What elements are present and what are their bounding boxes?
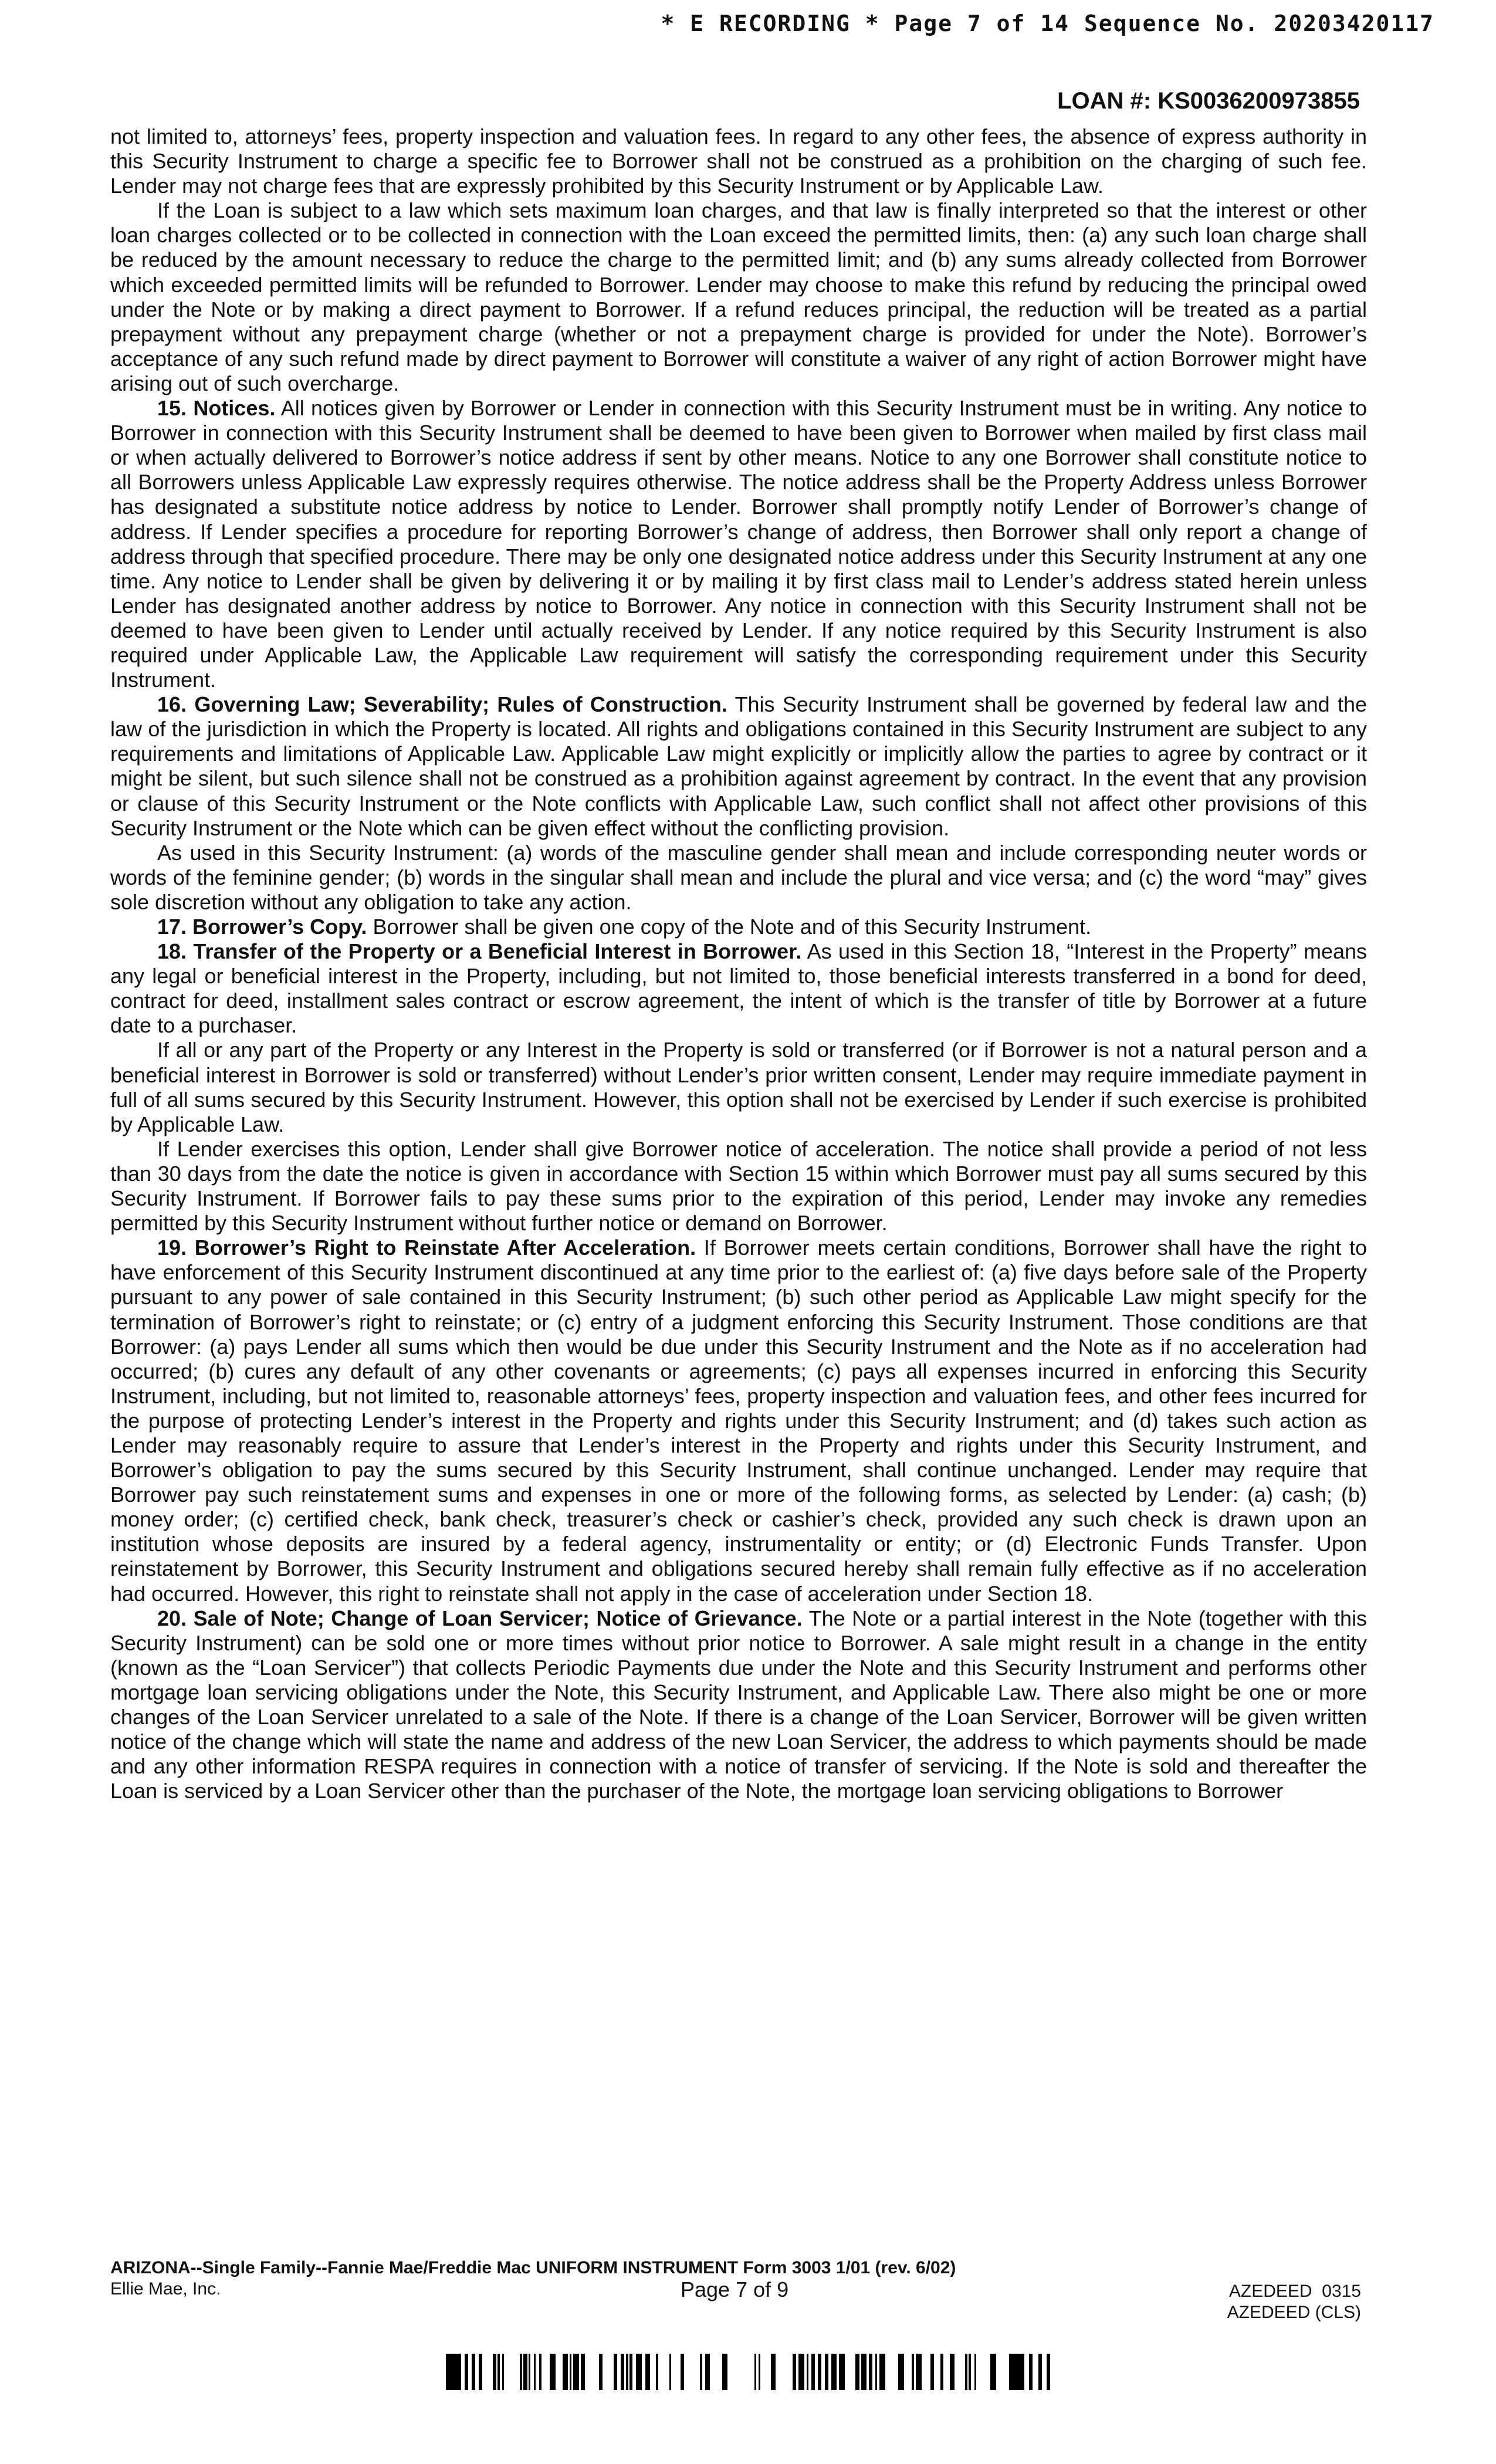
section-18-text: As used in this Section 18, “Interest in the Property” means any legal or beneficial interest in the Property, including, but not limited to, those beneficial interests transferred in a bond for deed, contract for deed, installment sales contract or escrow agreement, the intent of which is the transfer of title by Borrower at a future date to a purchaser. [110, 939, 1368, 1038]
footer-codes [1227, 2281, 1361, 2323]
paragraph-loan-charges: If the Loan is subject to a law which sets maximum loan charges, and that law is finally interpreted so that the interest or other loan charges collected or to be collected in connection with the Loan exceed the permitted limits, then: (a) any such loan charge shall be reduced by the amount necessary to reduce the charge to the permitted limit; and (b) any sums already collected from Borrower which exceeded permitted limits will be refunded to Borrower. Lender may choose to make this refund by reducing the principal owed under the Note or by making a direct payment to Borrower. If a refund reduces principal, the reduction will be treated as a partial prepayment without any prepayment charge (whether or not a prepayment charge is provided for under the Note). Borrower’s acceptance of any such refund made by direct payment to Borrower will constitute a waiver of any right of action Borrower might have arising out of such overcharge. [110, 198, 1367, 395]
form-code-cls: AZEDEED (CLS) [1227, 2303, 1361, 2322]
document-body [110, 124, 1367, 1803]
section-15-heading: 15. Notices. [157, 396, 276, 421]
section-17-text: Borrower shall be given one copy of the Note and of this Security Instrument. [367, 915, 1092, 939]
page-number: Page 7 of 9 [681, 2277, 789, 2301]
paragraph-fees: not limited to, attorneys’ fees, property inspection and valuation fees. In regard to any other fees, the absence of express authority in this Security Instrument to charge a specific fee to Borrower shall not be construed as a prohibition on the charging of such fee. Lender may not charge fees that are expressly prohibited by this Security Instrument or by Applicable Law. [110, 124, 1367, 198]
section-19-text: If Borrower meets certain conditions, Borrower shall have the right to have enforcement of this Security Instrument discontinued at any time prior to the earliest of: (a) five days before sale of the Property pursuant to any power of sale contained in this Security Instrument; (b) such other period as Applicable Law might specify for the termination of Borrower’s right to reinstate; or (c) entry of a judgment enforcing this Security Instrument. Those conditions are that Borrower: (a) pays Lender all sums which then would be due under this Security Instrument and the Note as if no acceleration had occurred; (b) cures any default of any other covenants or agreements; (c) pays all expenses incurred in enforcing this Security Instrument, including, but not limited to, reasonable attorneys’ fees, property inspection and valuation fees, and other fees incurred for the purpose of protecting Lender’s interest in the Property and rights under this Security Instrument; and (d) takes such action as Lender may reasonably require to assure that Lender’s interest in the Property and rights under this Security Instrument, and Borrower’s obligation to pay the sums secured by this Security Instrument, shall continue unchanged. Lender may require that Borrower pay such reinstatement sums and expenses in one or more of the following forms, as selected by Lender: (a) cash; (b) money order; (c) certified check, bank check, treasurer’s check or cashier’s check, provided any such check is drawn upon an institution whose deposits are insured by a federal agency, instrumentality or entity; or (d) Electronic Funds Transfer. Upon reinstatement by Borrower, this Security Instrument and obligations secured hereby shall remain fully effective as if no acceleration had occurred. However, this right to reinstate shall not apply in the case of acceleration under Section 18. [110, 1236, 1367, 1606]
section-16-paragraph-2: As used in this Security Instrument: (a) words of the masculine gender shall mean and include corresponding neuter words or words of the feminine gender; (b) words in the singular shall mean and include the plural and vice versa; and (c) the word “may” gives sole discretion without any obligation to take any action. [110, 840, 1367, 914]
section-15-text: All notices given by Borrower or Lender in connection with this Security Instrument must be in writing. Any notice to Borrower in connection with this Security Instrument shall be deemed to have been given to Borrower when mailed by first class mail or when actually delivered to Borrower’s notice address if sent by other means. Notice to any one Borrower shall constitute notice to all Borrowers unless Applicable Law expressly requires otherwise. The notice address shall be the Property Address unless Borrower has designated a substitute notice address by notice to Lender. Borrower shall promptly notify Lender of Borrower’s change of address. If Lender specifies a procedure for reporting Borrower’s change of address, then Borrower shall only report a change of address through that specified procedure. There may be only one designated notice address under this Security Instrument at any one time. Any notice to Lender shall be given by delivering it or by mailing it by first class mail to Lender’s address stated herein unless Lender has designated another address by notice to Borrower. Any notice in connection with this Security Instrument shall not be deemed to have been given to Lender until actually received by Lender. If any notice required by this Security Instrument is also required under Applicable Law, the Applicable Law requirement will satisfy the corresponding requirement under this Security Instrument. [110, 396, 1367, 692]
section-18-heading: 18. Transfer of the Property or a Beneficial Interest in Borrower. [157, 939, 802, 964]
section-20-text: The Note or a partial interest in the Note (together with this Security Instrument) can be sold one or more times without prior notice to Borrower. A sale might result in a change in the entity (known as the “Loan Servicer”) that collects Periodic Payments due under the Note and this Security Instrument and performs other mortgage loan servicing obligations under the Note, this Security Instrument, and Applicable Law. There also might be one or more changes of the Loan Servicer unrelated to a sale of the Note. If there is a change of the Loan Servicer, Borrower will be given written notice of the change which will state the name and address of the new Loan Servicer, the address to which payments should be made and any other information RESPA requires in connection with a notice of transfer of servicing. If the Note is sold and thereafter the Loan is serviced by a Loan Servicer other than the purchaser of the Note, the mortgage loan servicing obligations to Borrower [110, 1606, 1367, 1803]
section-16-heading: 16. Governing Law; Severability; Rules of Construction. [157, 692, 727, 717]
form-code: AZEDEED 0315 [1228, 2282, 1361, 2301]
section-18-paragraph-3: If Lender exercises this option, Lender shall give Borrower notice of acceleration. The notice shall provide a period of not less than 30 days from the date the notice is given in accordance with Section 15 within which Borrower must pay all sums secured by this Security Instrument. If Borrower fails to pay these sums prior to the expiration of this period, Lender may invoke any remedies permitted by this Security Instrument without further notice or demand on Borrower. [110, 1136, 1367, 1236]
form-line: ARIZONA--Single Family--Fannie Mae/Freddie Mac UNIFORM INSTRUMENT Form 3003 1/01 (rev. 6/02) [110, 2258, 956, 2277]
barcode [446, 2354, 1050, 2390]
footer-form-info [110, 2257, 956, 2300]
loan-number: LOAN #: KS0036200973855 [1057, 88, 1360, 114]
section-16-text: This Security Instrument shall be governed by federal law and the law of the jurisdiction in which the Property is located. All rights and obligations contained in this Security Instrument are subject to any requirements and limitations of Applicable Law. Applicable Law might explicitly or implicitly allow the parties to agree by contract or it might be silent, but such silence shall not be construed as a prohibition against agreement by contract. In the event that any provision or clause of this Security Instrument or the Note conflicts with Applicable Law, such conflict shall not affect other provisions of this Security Instrument or the Note which can be given effect without the conflicting provision. [110, 692, 1367, 840]
section-18-paragraph-2: If all or any part of the Property or any Interest in the Property is sold or transferred (or if Borrower is not a natural person and a beneficial interest in Borrower is sold or transferred) without Lender’s prior written consent, Lender may require immediate payment in full of all sums secured by this Security Instrument. However, this option shall not be exercised by Lender if such exercise is prohibited by Applicable Law. [110, 1038, 1367, 1136]
section-17 [110, 915, 1367, 939]
section-20-heading: 20. Sale of Note; Change of Loan Servicer; Notice of Grievance. [157, 1606, 803, 1630]
section-19 [110, 1236, 1367, 1606]
section-18 [110, 939, 1367, 1038]
company-name: Ellie Mae, Inc. [110, 2279, 221, 2299]
section-17-heading: 17. Borrower’s Copy. [157, 915, 367, 939]
section-20 [110, 1606, 1367, 1804]
section-15 [110, 396, 1367, 692]
section-19-heading: 19. Borrower’s Right to Reinstate After Acceleration. [157, 1236, 696, 1260]
section-16 [110, 692, 1367, 841]
recording-stamp: * E RECORDING * Page 7 of 14 Sequence No. 20203420117 [661, 11, 1434, 36]
